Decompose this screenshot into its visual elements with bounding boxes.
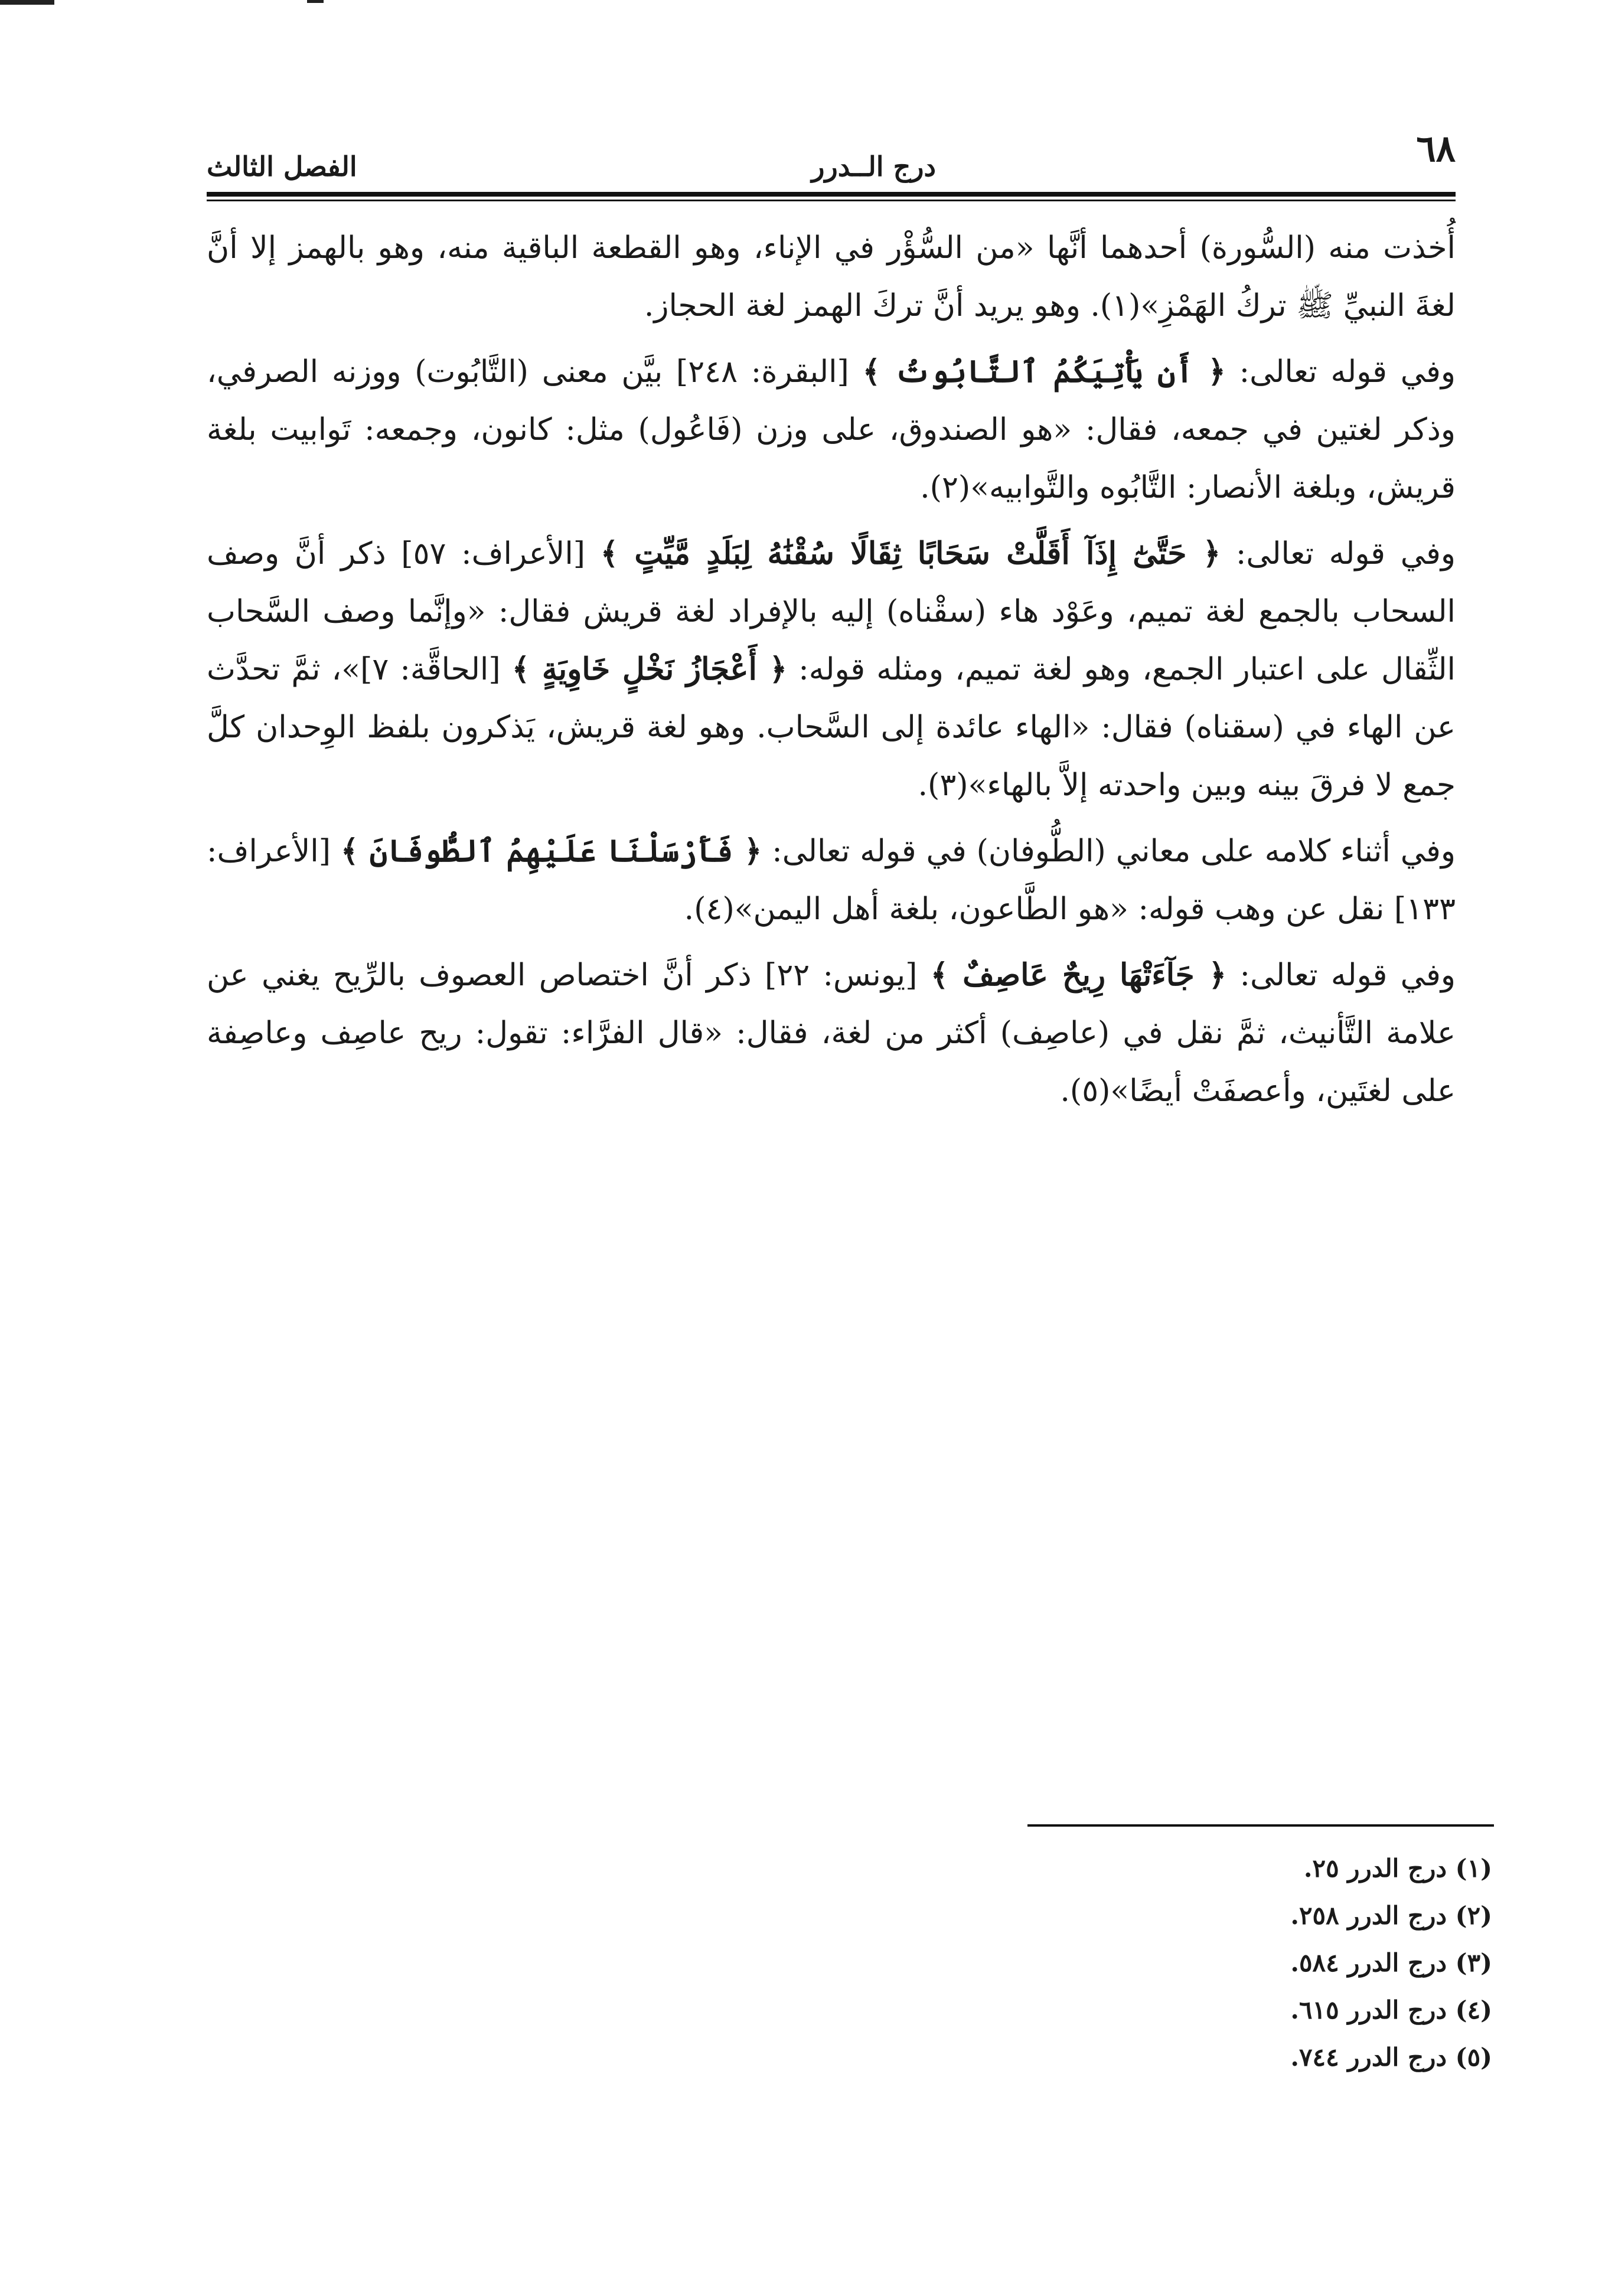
scan-edge-mark: [0, 0, 54, 5]
quran-verse: ﴿ فَأَرْسَلْنَا عَلَيْهِمُ ٱلطُّوفَانَ ﴾: [340, 833, 762, 869]
paragraph-text: وفي قوله تعالى:: [1221, 536, 1456, 571]
paragraph-text: [الحاقَّة: ٧]»، ثمَّ تحدَّث عن الهاء في (سقناه) فقال: «الهاء عائدة إلى السَّحاب. وهو لغة قريش، يَذكرون بلفظ الوِحدان كلَّ جمع لا فرقَ بينه وبين واحدته إلاَّ بالهاء»(٣).: [207, 652, 1456, 803]
paragraph-text: وفي قوله تعالى:: [1225, 354, 1456, 390]
paragraph: [207, 525, 1456, 814]
paragraph: [207, 946, 1456, 1120]
quran-verse: ﴿ أَن يَأْتِيَكُمُ ٱلتَّابُوتُ ﴾: [862, 354, 1226, 390]
footnote-separator: [1027, 1824, 1494, 1827]
paragraph-text: [الأعراف: ١٣٣] نقل عن وهب قوله: «هو الطَّاعون، بلغة أهل اليمن»(٤).: [207, 834, 1456, 927]
paragraph: [207, 822, 1456, 938]
book-title: درج الــدرر: [811, 151, 936, 182]
scan-edge-mark: [307, 0, 324, 3]
paragraph-text: [البقرة: ٢٤٨] بيَّن معنى (التَّابُوت) ووزنه الصرفي، وذكر لغتين في جمعه، فقال: «هو الصندوق، على وزن (فَاعُول) مثل: كانون، وجمعه: تَوابيت بلغة قريش، وبلغة الأنصار: التَّابُوه والتَّوابيه»(٢).: [207, 354, 1456, 505]
paragraph-text: وفي قوله تعالى:: [1226, 958, 1456, 993]
book-page: [207, 127, 1456, 1128]
running-header: [207, 127, 1456, 192]
paragraph-text: [يونس: ٢٢] ذكر أنَّ اختصاص العصوف بالرِّيح يغني عن علامة التَّأنيث، ثمَّ نقل في (عاصِف) أكثر من لغة، فقال: «قال الفرَّاء: تقول: ريح عاصِف وعاصِفة على لغتَين، وأعصفَتْ أيضًا»(٥).: [207, 958, 1456, 1109]
body-text: [207, 219, 1456, 1120]
quran-verse: ﴿ جَآءَتْهَا رِيحٌ عَاصِفٌ ﴾: [930, 957, 1227, 993]
quran-verse: ﴿ أَعْجَازُ نَخْلٍ خَاوِيَةٍ ﴾: [511, 651, 788, 687]
footnote: (٤) درج الدرر ٦١٥.: [1290, 1995, 1492, 2024]
paragraph: [207, 219, 1456, 335]
paragraph-text: أُخذت منه (السُّورة) أحدهما أنَّها «من السُّؤْر في الإناء، وهو القطعة الباقية منه، وهو بالهمز إلا أنَّ لغةَ النبيِّ ﷺ تركُ الهَمْزِ»(١). وهو يريد أنَّ تركَ الهمز لغة الحجاز.: [207, 230, 1456, 324]
footnote: (٢) درج الدرر ٢٥٨.: [1290, 1901, 1492, 1930]
quran-verse: ﴿ حَتَّىٰٓ إِذَآ أَقَلَّتْ سَحَابًا ثِقَالًا سُقْنَٰهُ لِبَلَدٍ مَّيِّتٍ ﴾: [600, 535, 1221, 571]
page-number: ٦٨: [1416, 127, 1456, 170]
paragraph-text: وفي أثناء كلامه على معاني (الطُّوفان) في قوله تعالى:: [762, 834, 1456, 869]
paragraph-text: [الأعراف: ٥٧] ذكر أنَّ وصف السحاب بالجمع لغة تميم، وعَوْد هاء (سقْناه) إليه بالإفراد لغة قريش فقال: «وإنَّما وصف السَّحاب الثِّقال على اعتبار الجمع، وهو لغة تميم، ومثله قوله:: [207, 536, 1456, 687]
header-rule: [207, 192, 1456, 197]
footnote: (١) درج الدرر ٢٥.: [1303, 1854, 1492, 1883]
paragraph: [207, 343, 1456, 517]
footnotes: [1290, 1845, 1492, 2081]
footnote: (٥) درج الدرر ٧٤٤.: [1290, 2043, 1492, 2072]
header-rule-thin: [207, 200, 1456, 201]
chapter-title: الفصل الثالث: [207, 151, 357, 182]
footnote: (٣) درج الدرر ٥٨٤.: [1290, 1948, 1492, 1977]
